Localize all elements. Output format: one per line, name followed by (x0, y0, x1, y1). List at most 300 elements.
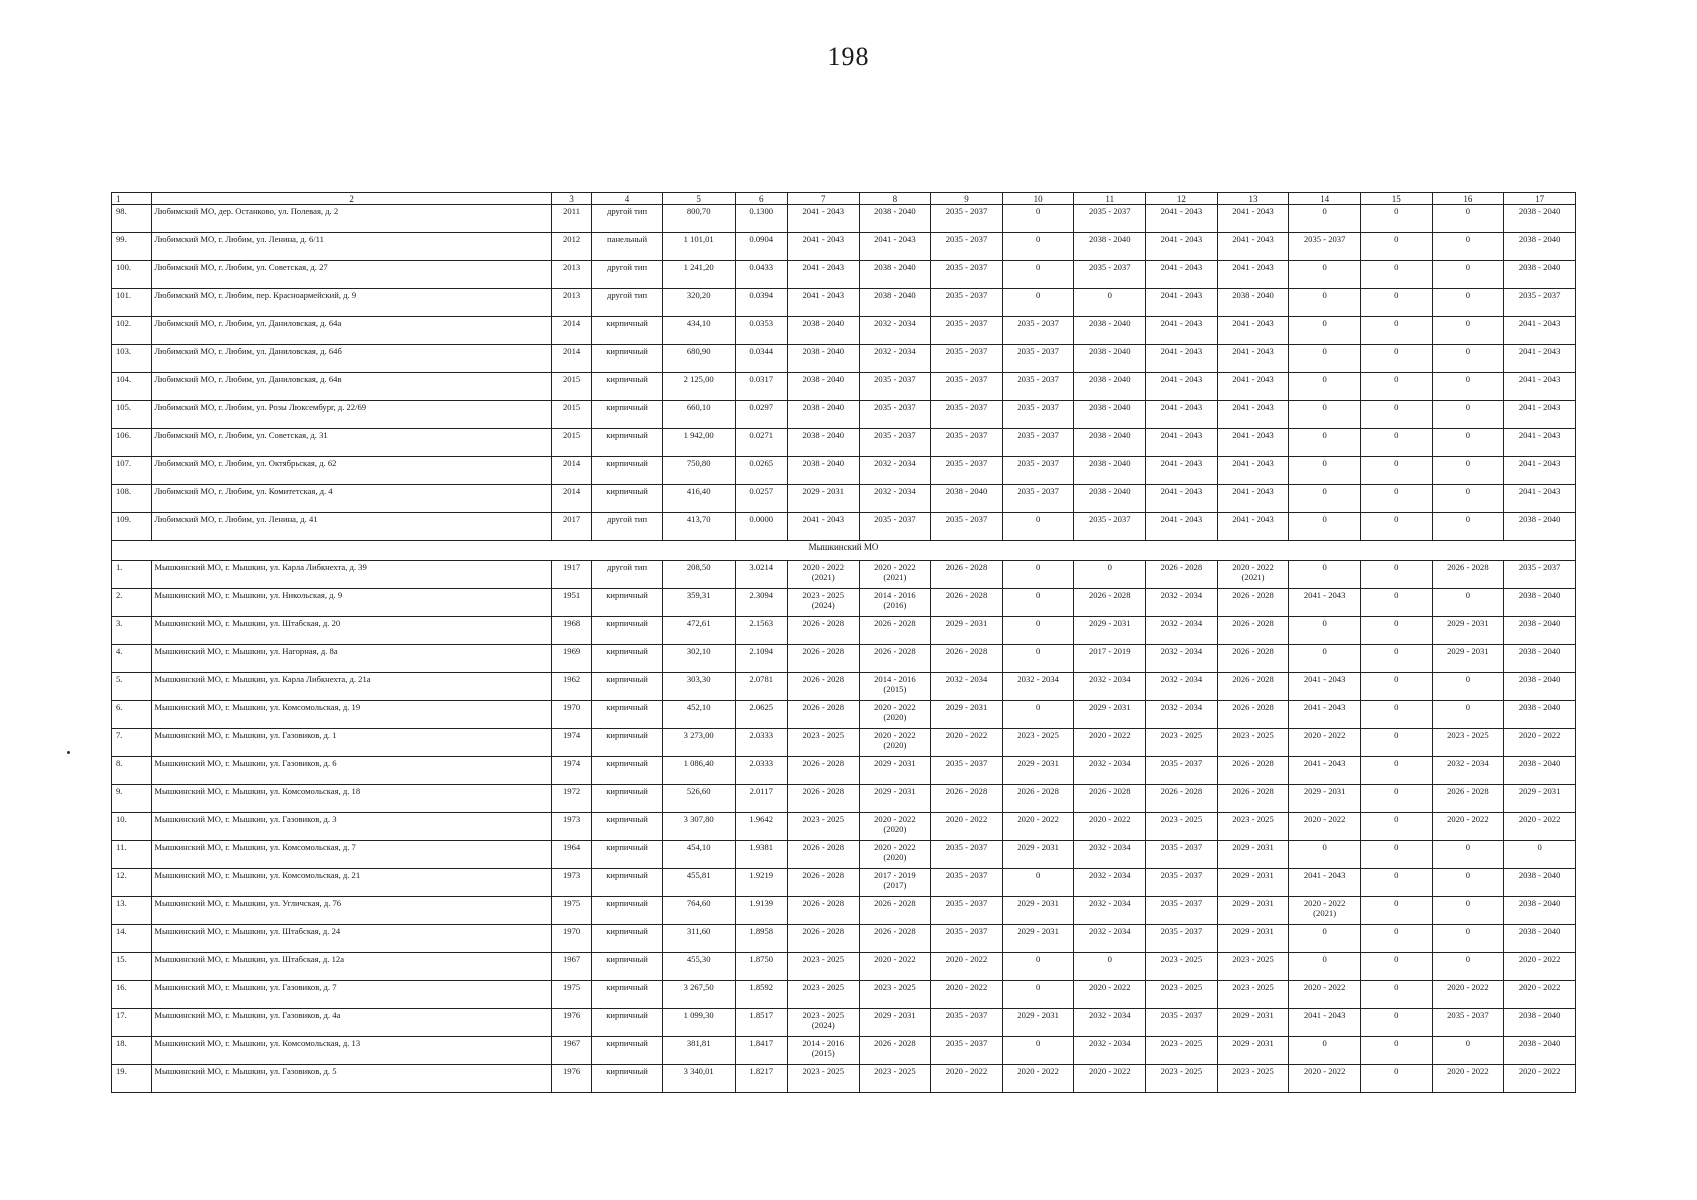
table-cell: 1968 (551, 617, 591, 645)
table-cell: 2.0625 (735, 701, 787, 729)
table-cell: 0 (1289, 513, 1361, 541)
table-cell: 2041 - 2043 (1504, 485, 1576, 513)
table-cell: 1.8592 (735, 981, 787, 1009)
table-cell: 2035 - 2037 (931, 841, 1003, 869)
table-cell: 0 (1360, 701, 1432, 729)
table-cell: 0 (1432, 345, 1504, 373)
table-cell: 0 (1002, 953, 1074, 981)
table-cell: 2020 - 2022 (1504, 981, 1576, 1009)
table-cell: 2038 - 2040 (1504, 869, 1576, 897)
table-row (112, 841, 1576, 869)
table-row (112, 897, 1576, 925)
table-cell: 303,30 (662, 673, 735, 701)
table-cell: 2032 - 2034 (1146, 645, 1218, 673)
column-header: 1 (112, 193, 152, 205)
table-cell: 2035 - 2037 (931, 757, 1003, 785)
table-cell: 2035 - 2037 (931, 261, 1003, 289)
table-cell: 2041 - 2043 (1146, 345, 1218, 373)
table-cell: 0 (1360, 757, 1432, 785)
table-cell: 2038 - 2040 (1074, 373, 1146, 401)
table-cell: 0.0344 (735, 345, 787, 373)
table-cell: 0 (1002, 981, 1074, 1009)
table-cell: Мышкинский МО, г. Мышкин, ул. Штабская, д. 20 (152, 617, 552, 645)
table-cell: 0.1300 (735, 205, 787, 233)
table-cell: 2029 - 2031 (1002, 897, 1074, 925)
table-cell: 0 (1360, 813, 1432, 841)
table-cell: 2020 - 2022 (1504, 729, 1576, 757)
table-cell: 2026 - 2028 (859, 645, 931, 673)
table-cell: 2023 - 2025 (787, 981, 859, 1009)
table-cell: 2041 - 2043 (1289, 589, 1361, 617)
table-cell: 1974 (551, 729, 591, 757)
table-row (112, 289, 1576, 317)
table-cell: Мышкинский МО, г. Мышкин, ул. Нагорная, д. 8а (152, 645, 552, 673)
table-cell: 2.0333 (735, 729, 787, 757)
table-cell: 2038 - 2040 (859, 289, 931, 317)
table-row (112, 401, 1576, 429)
table-cell: 2020 - 2022 (1002, 1065, 1074, 1093)
table-cell: 0 (1360, 485, 1432, 513)
table-cell: 2026 - 2028 (787, 869, 859, 897)
table-cell: 2038 - 2040 (1504, 645, 1576, 673)
table-cell: 1.8517 (735, 1009, 787, 1037)
table-cell: 0 (1432, 429, 1504, 457)
table-cell: 2020 - 2022 (1002, 813, 1074, 841)
table-cell: 2041 - 2043 (1217, 485, 1289, 513)
table-cell: Мышкинский МО, г. Мышкин, ул. Газовиков, д. 4а (152, 1009, 552, 1037)
table-cell: 2029 - 2031 (859, 785, 931, 813)
table-cell: 2029 - 2031 (859, 1009, 931, 1037)
table-row (112, 373, 1576, 401)
table-cell: 2032 - 2034 (1074, 897, 1146, 925)
table-cell: 0 (1360, 261, 1432, 289)
table-row (112, 1009, 1576, 1037)
table-cell: 2014 (551, 457, 591, 485)
table-cell: 0 (1289, 373, 1361, 401)
table-row (112, 729, 1576, 757)
table-cell: 2029 - 2031 (1002, 841, 1074, 869)
table-cell: Мышкинский МО, г. Мышкин, ул. Газовиков, д. 1 (152, 729, 552, 757)
table-cell: 0 (1360, 617, 1432, 645)
table-cell: Мышкинский МО, г. Мышкин, ул. Комсомольская, д. 19 (152, 701, 552, 729)
table-cell: 2041 - 2043 (1217, 233, 1289, 261)
table-row (112, 813, 1576, 841)
table-cell: 2026 - 2028 (1002, 785, 1074, 813)
table-cell: 2041 - 2043 (1504, 401, 1576, 429)
table-cell: 2020 - 2022 (1432, 813, 1504, 841)
table-cell: 2032 - 2034 (1074, 673, 1146, 701)
table-cell: 2015 (551, 429, 591, 457)
table-cell: 0 (1360, 841, 1432, 869)
table-cell: 2029 - 2031 (1002, 1009, 1074, 1037)
table-cell: 2023 - 2025 (1002, 729, 1074, 757)
table-cell: 2020 - 2022 (1074, 981, 1146, 1009)
column-header: 9 (931, 193, 1003, 205)
table-cell: 0 (1432, 701, 1504, 729)
column-header: 7 (787, 193, 859, 205)
column-header: 15 (1360, 193, 1432, 205)
table-cell: 0 (1432, 869, 1504, 897)
table-cell: 0.0257 (735, 485, 787, 513)
table-cell: 105. (112, 401, 152, 429)
table-cell: 3 267,50 (662, 981, 735, 1009)
table-cell: 2038 - 2040 (1074, 485, 1146, 513)
table-cell: 18. (112, 1037, 152, 1065)
table-cell: 2038 - 2040 (1504, 617, 1576, 645)
table-cell: кирпичный (592, 485, 663, 513)
table-cell: 2038 - 2040 (1504, 701, 1576, 729)
table-cell: 0 (1289, 317, 1361, 345)
table-cell: 2026 - 2028 (859, 1037, 931, 1065)
table-cell: 434,10 (662, 317, 735, 345)
table-row (112, 233, 1576, 261)
table-cell: 2020 - 2022 (2021) (787, 561, 859, 589)
table-cell: 1917 (551, 561, 591, 589)
column-header: 10 (1002, 193, 1074, 205)
table-cell: 2023 - 2025 (1146, 1065, 1218, 1093)
table-cell: 8. (112, 757, 152, 785)
table-cell: 2035 - 2037 (931, 373, 1003, 401)
table-cell: 2017 - 2019 (2017) (859, 869, 931, 897)
table-cell: Мышкинский МО, г. Мышкин, ул. Угличская, д. 76 (152, 897, 552, 925)
table-cell: 2035 - 2037 (1504, 561, 1576, 589)
table-cell: 2026 - 2028 (1217, 589, 1289, 617)
table-cell: 0 (1360, 673, 1432, 701)
table-cell: 1.9642 (735, 813, 787, 841)
table-cell: 2026 - 2028 (931, 561, 1003, 589)
table-cell: 0 (1432, 925, 1504, 953)
table-cell: 0 (1289, 561, 1361, 589)
table-cell: 1974 (551, 757, 591, 785)
table-body (112, 193, 1576, 1093)
table-cell: 2029 - 2031 (859, 757, 931, 785)
table-cell: 0 (1002, 261, 1074, 289)
table-cell: 1964 (551, 841, 591, 869)
table-cell: 2035 - 2037 (931, 289, 1003, 317)
table-cell: 1. (112, 561, 152, 589)
table-cell: 1951 (551, 589, 591, 617)
table-cell: 2035 - 2037 (1146, 841, 1218, 869)
table-cell: 2023 - 2025 (859, 1065, 931, 1093)
table-cell: 0 (1504, 841, 1576, 869)
table-cell: 2041 - 2043 (1146, 261, 1218, 289)
table-cell: 102. (112, 317, 152, 345)
table-cell: 0 (1360, 289, 1432, 317)
table-cell: 1975 (551, 981, 591, 1009)
table-cell: 2035 - 2037 (859, 429, 931, 457)
table-cell: 2020 - 2022 (2021) (859, 561, 931, 589)
column-header: 2 (152, 193, 552, 205)
table-cell: 2035 - 2037 (931, 205, 1003, 233)
table-cell: 7. (112, 729, 152, 757)
table-cell: 2035 - 2037 (931, 513, 1003, 541)
table-cell: 2020 - 2022 (2021) (1289, 897, 1361, 925)
table-cell: 2.0781 (735, 673, 787, 701)
table-cell: 15. (112, 953, 152, 981)
table-cell: 1 101,01 (662, 233, 735, 261)
table-cell: 2041 - 2043 (1146, 429, 1218, 457)
table-cell: 1973 (551, 869, 591, 897)
table-cell: 0 (1360, 897, 1432, 925)
table-cell: 0 (1074, 289, 1146, 317)
table-cell: кирпичный (592, 925, 663, 953)
table-cell: Любимский МО, г. Любим, ул. Ленина, д. 41 (152, 513, 552, 541)
table-cell: 764,60 (662, 897, 735, 925)
table-cell: 2032 - 2034 (1074, 869, 1146, 897)
table-cell: 19. (112, 1065, 152, 1093)
table-cell: 2023 - 2025 (787, 953, 859, 981)
table-cell: Мышкинский МО, г. Мышкин, ул. Карла Либкнехта, д. 21а (152, 673, 552, 701)
table-cell: 0 (1360, 233, 1432, 261)
table-cell: 0 (1360, 953, 1432, 981)
table-cell: 2020 - 2022 (2020) (859, 729, 931, 757)
table-cell: 2041 - 2043 (1289, 701, 1361, 729)
table-cell: 0 (1289, 289, 1361, 317)
table-cell: 16. (112, 981, 152, 1009)
table-cell: 0 (1360, 373, 1432, 401)
table-cell: 2029 - 2031 (1217, 841, 1289, 869)
table-cell: 2041 - 2043 (1217, 345, 1289, 373)
table-cell: 2020 - 2022 (931, 1065, 1003, 1093)
table-cell: 0 (1360, 345, 1432, 373)
table-cell: 413,70 (662, 513, 735, 541)
table-cell: 0 (1432, 841, 1504, 869)
table-cell: Любимский МО, дер. Останково, ул. Полевая, д. 2 (152, 205, 552, 233)
table-cell: 455,81 (662, 869, 735, 897)
table-cell: 2041 - 2043 (1504, 373, 1576, 401)
table-cell: 2029 - 2031 (1002, 757, 1074, 785)
table-cell: 2041 - 2043 (1146, 401, 1218, 429)
table-cell: 2038 - 2040 (1074, 317, 1146, 345)
table-row (112, 345, 1576, 373)
table-cell: 1 942,00 (662, 429, 735, 457)
table-cell: 2041 - 2043 (1146, 513, 1218, 541)
table-cell: 454,10 (662, 841, 735, 869)
table-cell: 0 (1289, 953, 1361, 981)
table-cell: 2032 - 2034 (1432, 757, 1504, 785)
table-cell: Любимский МО, г. Любим, ул. Советская, д. 27 (152, 261, 552, 289)
table-cell: другой тип (592, 513, 663, 541)
table-cell: 3. (112, 617, 152, 645)
table-cell: 2035 - 2037 (1002, 429, 1074, 457)
table-cell: 208,50 (662, 561, 735, 589)
table-cell: 2017 - 2019 (1074, 645, 1146, 673)
table-cell: 2035 - 2037 (1504, 289, 1576, 317)
table-cell: 2038 - 2040 (787, 317, 859, 345)
table-cell: 2041 - 2043 (1289, 1009, 1361, 1037)
table-cell: 0 (1074, 953, 1146, 981)
table-cell: 2026 - 2028 (931, 785, 1003, 813)
table-cell: 2032 - 2034 (1146, 701, 1218, 729)
table-cell: 2032 - 2034 (1146, 589, 1218, 617)
table-cell: 0 (1002, 289, 1074, 317)
table-cell: Любимский МО, г. Любим, ул. Ленина, д. 6/11 (152, 233, 552, 261)
table-cell: панельный (592, 233, 663, 261)
table-cell: 2041 - 2043 (787, 261, 859, 289)
table-cell: 2023 - 2025 (1146, 813, 1218, 841)
table-cell: 2041 - 2043 (787, 205, 859, 233)
table-cell: 0 (1432, 401, 1504, 429)
table-cell: 2041 - 2043 (859, 233, 931, 261)
table-cell: 2023 - 2025 (2024) (787, 589, 859, 617)
table-cell: 2029 - 2031 (1074, 617, 1146, 645)
table-cell: 2023 - 2025 (1146, 981, 1218, 1009)
table-cell: 1.9381 (735, 841, 787, 869)
table-cell: 2029 - 2031 (931, 701, 1003, 729)
table-cell: 2041 - 2043 (1289, 673, 1361, 701)
table-cell: 0 (1360, 1037, 1432, 1065)
table-cell: 0 (1289, 261, 1361, 289)
table-cell: 2029 - 2031 (1217, 1009, 1289, 1037)
table-cell: 14. (112, 925, 152, 953)
table-cell: 2038 - 2040 (1504, 1009, 1576, 1037)
table-cell: 2026 - 2028 (931, 645, 1003, 673)
table-cell: 2041 - 2043 (1217, 513, 1289, 541)
table-cell: 2035 - 2037 (931, 457, 1003, 485)
table-cell: 1 099,30 (662, 1009, 735, 1037)
table-cell: 2041 - 2043 (787, 233, 859, 261)
table-cell: 2014 - 2016 (2015) (787, 1037, 859, 1065)
table-cell: 0 (1432, 589, 1504, 617)
table-row (112, 1065, 1576, 1093)
table-cell: 2020 - 2022 (1432, 1065, 1504, 1093)
column-header: 13 (1217, 193, 1289, 205)
table-cell: 1 241,20 (662, 261, 735, 289)
table-cell: 2035 - 2037 (1002, 401, 1074, 429)
table-cell: 2015 (551, 373, 591, 401)
table-cell: 2041 - 2043 (787, 513, 859, 541)
table-cell: Мышкинский МО, г. Мышкин, ул. Комсомольская, д. 7 (152, 841, 552, 869)
table-cell: 106. (112, 429, 152, 457)
table-cell: 2035 - 2037 (931, 401, 1003, 429)
table-cell: 10. (112, 813, 152, 841)
table-cell: 2032 - 2034 (1146, 617, 1218, 645)
table-cell: 0 (1360, 981, 1432, 1009)
table-cell: Любимский МО, г. Любим, ул. Комитетская, д. 4 (152, 485, 552, 513)
table-cell: 2023 - 2025 (787, 813, 859, 841)
table-cell: Мышкинский МО, г. Мышкин, ул. Газовиков, д. 6 (152, 757, 552, 785)
table-cell: 0 (1432, 953, 1504, 981)
table-cell: 2038 - 2040 (1504, 925, 1576, 953)
table-cell: 0 (1360, 925, 1432, 953)
table-cell: кирпичный (592, 813, 663, 841)
table-cell: кирпичный (592, 1065, 663, 1093)
table-cell: 0 (1360, 561, 1432, 589)
table-cell: 2035 - 2037 (931, 925, 1003, 953)
column-header: 11 (1074, 193, 1146, 205)
table-cell: 2041 - 2043 (1504, 317, 1576, 345)
table-cell: 2026 - 2028 (1217, 673, 1289, 701)
table-cell: Мышкинский МО, г. Мышкин, ул. Никольская, д. 9 (152, 589, 552, 617)
table-cell: 2035 - 2037 (1002, 485, 1074, 513)
table-cell: 1970 (551, 701, 591, 729)
table-cell: 2038 - 2040 (1504, 233, 1576, 261)
table-row (112, 925, 1576, 953)
table-cell: 359,31 (662, 589, 735, 617)
table-cell: 0 (1432, 673, 1504, 701)
table-cell: 2020 - 2022 (1289, 981, 1361, 1009)
table-cell: 2032 - 2034 (1074, 757, 1146, 785)
table-cell: Любимский МО, г. Любим, ул. Розы Люксембург, д. 22/69 (152, 401, 552, 429)
table-cell: 2035 - 2037 (931, 1009, 1003, 1037)
table-cell: 0.0000 (735, 513, 787, 541)
table-cell: 2013 (551, 289, 591, 317)
table-cell: кирпичный (592, 457, 663, 485)
table-cell: 2035 - 2037 (931, 233, 1003, 261)
table-cell: 2011 (551, 205, 591, 233)
table-cell: 1.8217 (735, 1065, 787, 1093)
table-row (112, 757, 1576, 785)
table-cell: 2020 - 2022 (931, 953, 1003, 981)
table-cell: 100. (112, 261, 152, 289)
table-cell: 0 (1432, 317, 1504, 345)
table-cell: 2035 - 2037 (1146, 897, 1218, 925)
table-cell: кирпичный (592, 729, 663, 757)
table-cell: 526,60 (662, 785, 735, 813)
table-cell: 2041 - 2043 (1504, 345, 1576, 373)
table-row (112, 1037, 1576, 1065)
table-cell: 0 (1289, 485, 1361, 513)
table-cell: 2035 - 2037 (931, 869, 1003, 897)
table-cell: 0 (1432, 205, 1504, 233)
scan-dot (67, 751, 70, 754)
table-cell: 0.0904 (735, 233, 787, 261)
table-cell: 2023 - 2025 (1217, 813, 1289, 841)
table-cell: кирпичный (592, 401, 663, 429)
table-cell: 2014 - 2016 (2016) (859, 589, 931, 617)
table-cell: кирпичный (592, 673, 663, 701)
table-cell: 0 (1360, 457, 1432, 485)
table-cell: 1976 (551, 1065, 591, 1093)
table-cell: 2023 - 2025 (787, 1065, 859, 1093)
table-cell: кирпичный (592, 429, 663, 457)
table-cell: другой тип (592, 289, 663, 317)
table-cell: 0.0317 (735, 373, 787, 401)
table-cell: 2023 - 2025 (2024) (787, 1009, 859, 1037)
table-cell: 2032 - 2034 (859, 317, 931, 345)
table-cell: 2020 - 2022 (931, 813, 1003, 841)
table-cell: 2038 - 2040 (787, 373, 859, 401)
table-cell: 2029 - 2031 (1504, 785, 1576, 813)
table-cell: 2035 - 2037 (1074, 261, 1146, 289)
table-cell: 2038 - 2040 (1504, 513, 1576, 541)
table-cell: 2035 - 2037 (1146, 757, 1218, 785)
table-cell: 0 (1432, 485, 1504, 513)
table-cell: 2026 - 2028 (1074, 589, 1146, 617)
table-cell: 2035 - 2037 (1432, 1009, 1504, 1037)
table-cell: 2020 - 2022 (931, 729, 1003, 757)
table-cell: 2020 - 2022 (931, 981, 1003, 1009)
table-cell: 2029 - 2031 (1217, 869, 1289, 897)
table-cell: 0 (1289, 345, 1361, 373)
table-cell: кирпичный (592, 869, 663, 897)
table-cell: 1 086,40 (662, 757, 735, 785)
table-cell: 3 273,00 (662, 729, 735, 757)
table-cell: 2041 - 2043 (1146, 373, 1218, 401)
table-cell: 0 (1002, 513, 1074, 541)
table-cell: 311,60 (662, 925, 735, 953)
table-cell: 2032 - 2034 (1074, 841, 1146, 869)
table-cell: 2035 - 2037 (1146, 1009, 1218, 1037)
table-cell: Мышкинский МО, г. Мышкин, ул. Газовиков, д. 7 (152, 981, 552, 1009)
table-cell: Любимский МО, г. Любим, ул. Даниловская, д. 64в (152, 373, 552, 401)
table-cell: 2038 - 2040 (1217, 289, 1289, 317)
table-cell: 2041 - 2043 (1289, 869, 1361, 897)
table-cell: другой тип (592, 205, 663, 233)
table-cell: 0.0297 (735, 401, 787, 429)
table-cell: 0 (1360, 785, 1432, 813)
table-cell: 2020 - 2022 (2020) (859, 841, 931, 869)
